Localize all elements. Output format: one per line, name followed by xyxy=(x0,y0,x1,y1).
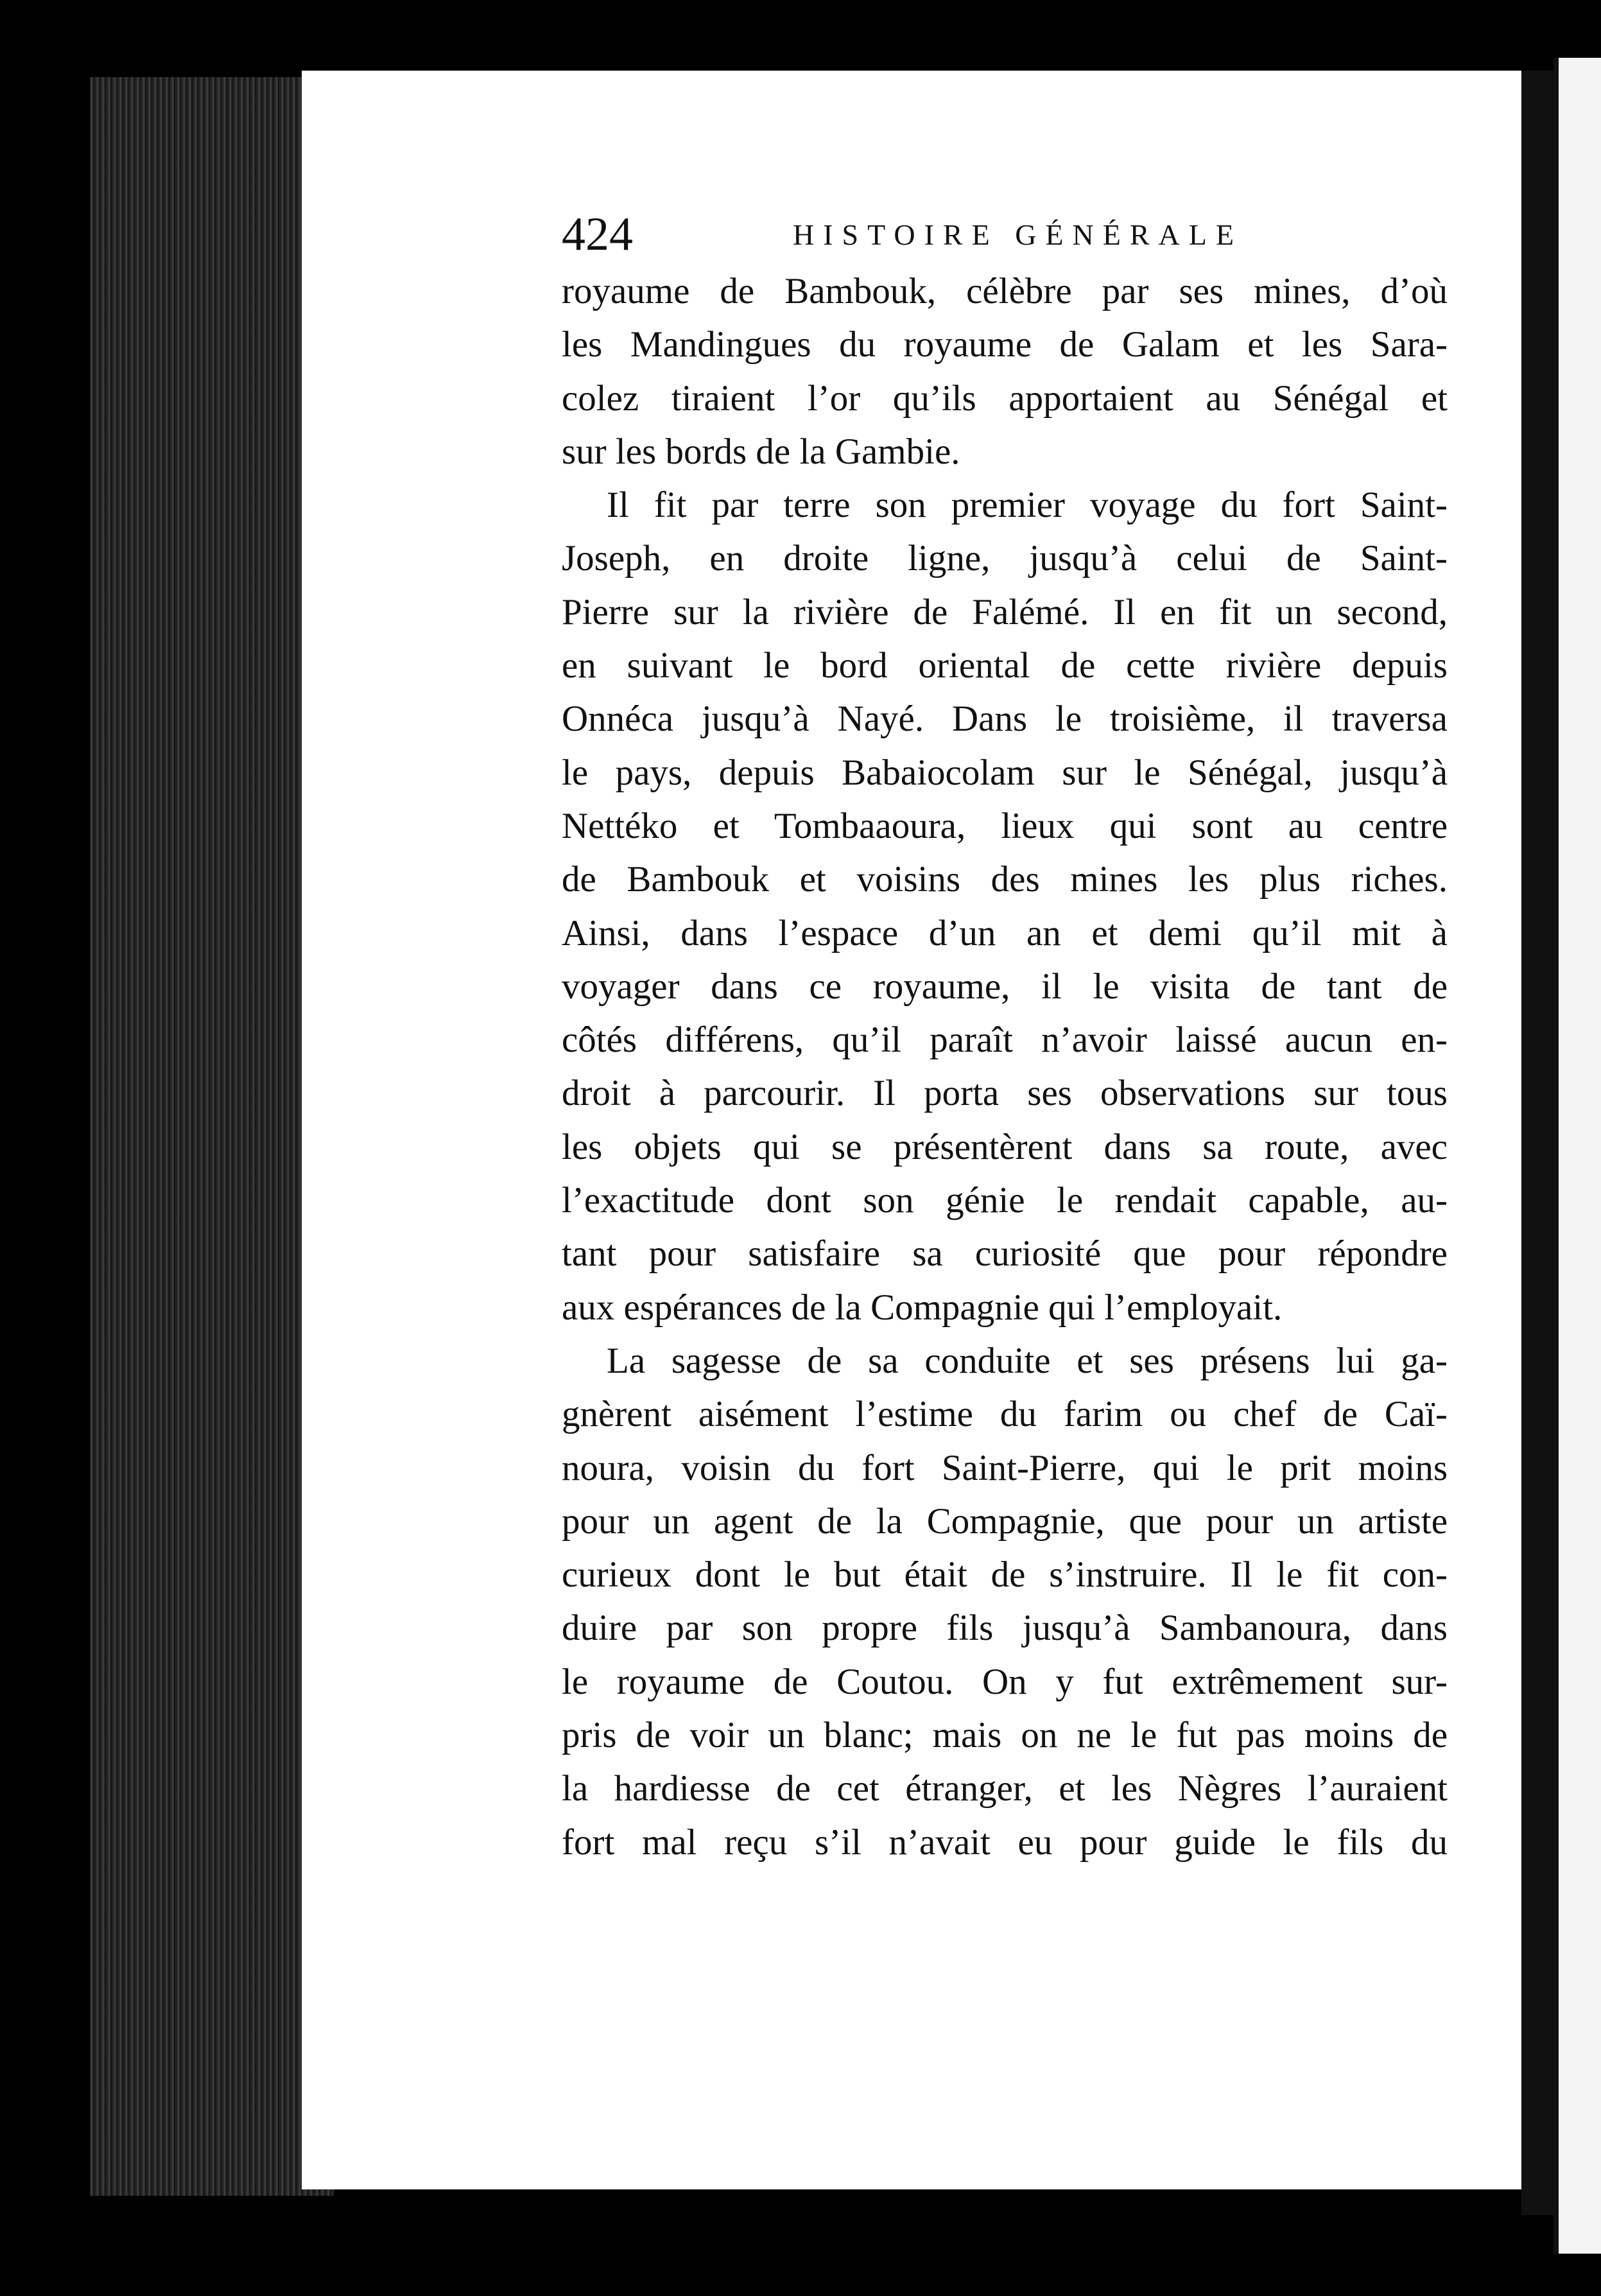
running-title: HISTOIRE GÉNÉRALE xyxy=(793,218,1243,251)
text-line: Ainsi, dans l’espace d’un an et demi qu’il mit à xyxy=(562,912,1448,953)
text-line: voyager dans ce royaume, il le visita de tant de xyxy=(562,966,1448,1007)
text-line: la hardiesse de cet étranger, et les Nègres l’auraient xyxy=(562,1768,1448,1809)
text-line: Nettéko et Tombaaoura, lieux qui sont au centre xyxy=(562,805,1448,846)
book-page-edges xyxy=(90,77,334,2196)
text-line: Pierre sur la rivière de Falémé. Il en fit un second, xyxy=(562,591,1448,632)
text-line: curieux dont le but était de s’instruire. Il le fit con- xyxy=(562,1554,1448,1596)
text-line: en suivant le bord oriental de cette rivière depuis xyxy=(562,645,1448,686)
text-line: pour un agent de la Compagnie, que pour un artiste xyxy=(562,1500,1448,1542)
page-number: 424 xyxy=(562,208,633,261)
facing-page-edge xyxy=(1553,58,1601,2254)
text-line: de Bambouk et voisins des mines les plus riches. xyxy=(562,859,1448,900)
text-line: aux espérances de la Compagnie qui l’employait. xyxy=(562,1287,1283,1328)
text-line: Onnéca jusqu’à Nayé. Dans le troisième, il traversa xyxy=(562,699,1448,740)
text-line: fort mal reçu s’il n’avait eu pour guide le fils du xyxy=(562,1822,1448,1863)
text-line: noura, voisin du fort Saint-Pierre, qui le prit moins xyxy=(562,1447,1448,1488)
text-line: royaume de Bambouk, célèbre par ses mines, d’où xyxy=(562,271,1448,311)
body-text xyxy=(562,265,1448,1869)
page-header xyxy=(562,209,1473,260)
text-line: côtés différens, qu’il paraît n’avoir laissé aucun en- xyxy=(562,1020,1448,1061)
text-line: La sagesse de sa conduite et ses présens lui ga- xyxy=(607,1340,1448,1381)
text-line: le pays, depuis Babaiocolam sur le Sénégal, jusqu’à xyxy=(562,752,1448,793)
text-line: colez tiraient l’or qu’ils apportaient au Sénégal et xyxy=(562,378,1448,419)
text-line: gnèrent aisément l’estime du farim ou chef de Caï- xyxy=(562,1394,1448,1435)
text-line: l’exactitude dont son génie le rendait capable, au- xyxy=(562,1180,1448,1221)
text-line: le royaume de Coutou. On y fut extrêmement sur- xyxy=(562,1661,1448,1702)
text-line: Il fit par terre son premier voyage du fort Saint- xyxy=(607,485,1448,526)
text-line: duire par son propre fils jusqu’à Sambanoura, dans xyxy=(562,1608,1448,1649)
text-line: les Mandingues du royaume de Galam et les Sara- xyxy=(562,324,1448,365)
text-line: tant pour satisfaire sa curiosité que pour répondre xyxy=(562,1233,1448,1274)
text-line: sur les bords de la Gambie. xyxy=(562,431,960,472)
book-gutter xyxy=(1521,71,1553,2215)
text-line: droit à parcourir. Il porta ses observations sur tous xyxy=(562,1073,1448,1114)
text-line: les objets qui se présentèrent dans sa route, avec xyxy=(562,1126,1448,1167)
text-line: Joseph, en droite ligne, jusqu’à celui de Saint- xyxy=(562,538,1448,579)
text-line: pris de voir un blanc; mais on ne le fut pas moins de xyxy=(562,1715,1448,1756)
